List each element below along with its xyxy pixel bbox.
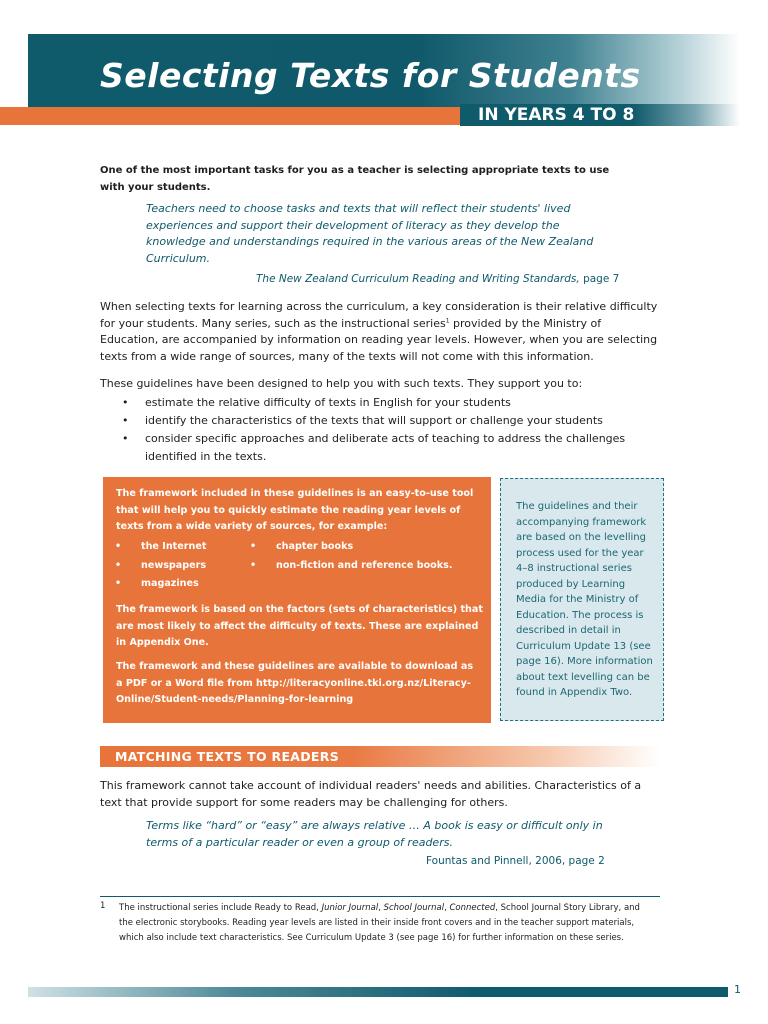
body-paragraph-2: These guidelines have been designed to help you with such texts. They support you to: xyxy=(100,377,583,390)
fountas-quote-source: Fountas and Pinnell, 2006, page 2 xyxy=(426,855,605,867)
para1-before: When selecting texts for learning across the curriculum, a key consideration is their relative difficulty for your students. Many series, such as the instructional series xyxy=(100,300,658,330)
footnote-part: , School Journal Story Library, and the electronic storybooks. Reading year levels are listed in their inside front covers and in the teacher support materials, which also include text characteristics. See Curriculum Update 3 (see page 16) for further information on these series. xyxy=(119,903,640,943)
quote-source-page: page 7 xyxy=(583,273,620,285)
curriculum-quote-source xyxy=(256,273,619,285)
footer-bar xyxy=(28,987,728,997)
page-subtitle: IN YEARS 4 TO 8 xyxy=(478,105,635,125)
section-heading: MATCHING TEXTS TO READERS xyxy=(115,749,339,764)
footnote-number: 1 xyxy=(100,901,106,911)
footnote-divider xyxy=(100,896,660,897)
page-title: Selecting Texts for Students xyxy=(100,56,641,95)
footnote-sep: , xyxy=(444,903,450,913)
footnote-text xyxy=(119,901,649,945)
framework-download: The framework and these guidelines are available to download as a PDF or a Word file from http://literacyonline.tki.org.nz/Literacy-Online/Student-needs/Planning-for-learning xyxy=(116,661,474,706)
source-item: • non-fiction and reference books. xyxy=(276,558,452,574)
para1-after: provided by the Ministry of Education, are accompanied by information on reading year levels. However, when you are selecting texts from a wide range of sources, many of the texts will not come with this information. xyxy=(100,316,658,364)
footnote-ref: 1 xyxy=(445,317,450,325)
footnote-sep: , xyxy=(378,903,384,913)
page-number: 1 xyxy=(734,983,741,996)
framework-callout xyxy=(103,477,491,723)
source-item: • magazines xyxy=(141,576,199,592)
curriculum-quote: Teachers need to choose tasks and texts that will reflect their students' lived experiences and support their development of literacy as they develop the knowledge and understandings required in the various areas of the New Zealand Curriculum. xyxy=(146,202,594,265)
section-paragraph: This framework cannot take account of individual readers' needs and abilities. Characteristics of a text that provide support for some readers may be challenging for others. xyxy=(100,779,642,809)
framework-intro: The framework included in these guidelines is an easy-to-use tool that will help you to quickly estimate the reading year levels of texts from a wide variety of sources, for example: xyxy=(116,488,474,533)
source-item: • chapter books xyxy=(276,539,353,555)
list-item: • consider specific approaches and deliberate acts of teaching to address the challenges identified in the texts. xyxy=(100,430,660,466)
body-paragraph-1 xyxy=(100,299,660,366)
levelling-text: The guidelines and their accompanying framework are based on the levelling process used for the year 4–8 instructional series produced by Learning Media for the Ministry of Education. The process is described in detail in Curriculum Update 13 (see page 16). More information about text levelling can be found in Appendix Two. xyxy=(516,501,653,698)
source-item: • newspapers xyxy=(141,558,206,574)
list-item: • estimate the relative difficulty of texts in English for your students xyxy=(100,394,660,412)
framework-factors: The framework is based on the factors (sets of characteristics) that are most likely to affect the difficulty of texts. These are explained in Appendix One. xyxy=(116,604,483,649)
levelling-sidebar xyxy=(500,478,664,721)
footnote-connected: Connected xyxy=(449,903,496,913)
source-item: • the Internet xyxy=(141,539,206,555)
list-item: • identify the characteristics of the texts that will support or challenge your students xyxy=(100,412,660,430)
quote-source-title: The New Zealand Curriculum Reading and Writing Standards, xyxy=(256,273,580,285)
intro-paragraph: One of the most important tasks for you as a teacher is selecting appropriate texts to use with your students. xyxy=(100,165,610,193)
footnote-part: The instructional series include Ready to Read, xyxy=(119,903,322,913)
fountas-quote: Terms like “hard” or “easy” are always relative … A book is easy or difficult only in terms of a particular reader or even a group of readers. xyxy=(146,819,603,849)
footnote-school-journal: School Journal xyxy=(383,903,445,913)
header-accent-bar xyxy=(0,107,460,125)
footnote-junior-journal: Junior Journal xyxy=(321,903,379,913)
support-list xyxy=(100,394,660,466)
